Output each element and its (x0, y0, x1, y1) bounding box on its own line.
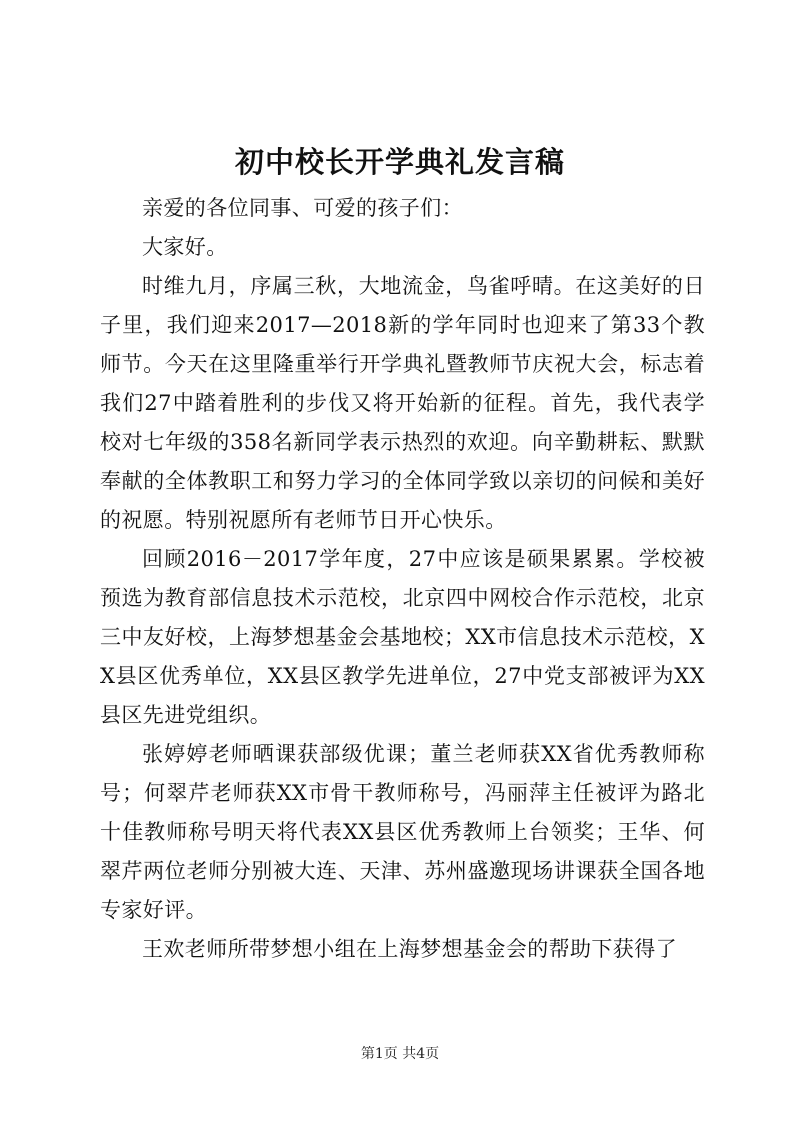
teacher-awards-paragraph: 张婷婷老师晒课获部级优课；董兰老师获XX省优秀教师称号；何翠芹老师获XX市骨干教师称号，冯丽萍主任被评为路北十佳教师称号明天将代表XX县区优秀教师上台领奖；王华、何翠芹两位老师分别被大连、天津、苏州盛邀现场讲课获全国各地专家好评。 (100, 742, 705, 922)
opening-paragraph: 时维九月，序属三秋，大地流金，鸟雀呼晴。在这美好的日子里，我们迎来2017—2018新的学年同时也迎来了第33个教师节。今天在这里隆重举行开学典礼暨教师节庆祝大会，标志着我们27中踏着胜利的步伐又将开始新的征程。首先，我代表学校对七年级的358名新同学表示热烈的欢迎。向辛勤耕耘、默默奉献的全体教职工和努力学习的全体同学致以亲切的问候和美好的祝愿。特别祝愿所有老师节日开心快乐。 (100, 274, 705, 532)
page-footer: 第1页 共4页 (360, 1046, 440, 1062)
document-body (100, 189, 705, 969)
page-title: 初中校长开学典礼发言稿 (234, 145, 565, 179)
greeting-paragraph: 大家好。 (142, 235, 228, 259)
review-paragraph: 回顾2016－2017学年度，27中应该是硕果累累。学校被预选为教育部信息技术示范校，北京四中网校合作示范校，北京三中友好校，上海梦想基金会基地校；XX市信息技术示范校，XX县区优秀单位，XX县区教学先进单位，27中党支部被评为XX县区先进党组织。 (100, 547, 705, 727)
dream-group-paragraph: 王欢老师所带梦想小组在上海梦想基金会的帮助下获得了 (142, 937, 677, 961)
salutation-paragraph: 亲爱的各位同事、可爱的孩子们： (142, 196, 463, 220)
